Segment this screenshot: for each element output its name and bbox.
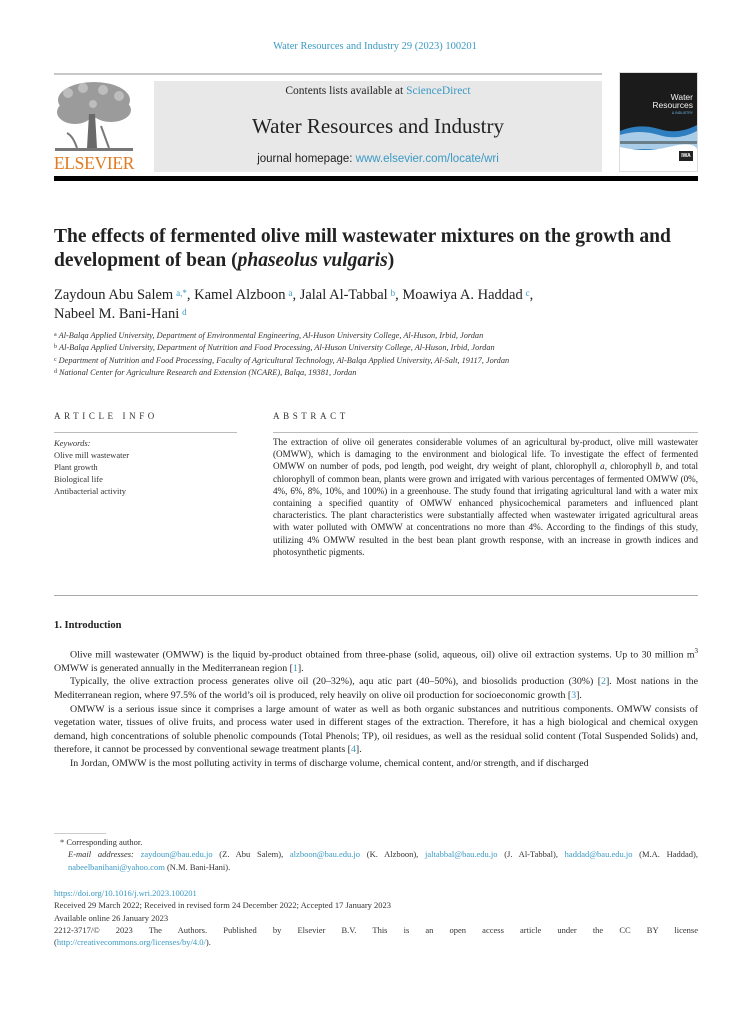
paragraph xyxy=(54,675,698,702)
paragraph xyxy=(54,703,698,757)
affiliation-key: b xyxy=(54,344,57,351)
author-separator: , xyxy=(186,287,195,303)
keyword: Plant growth xyxy=(54,462,98,472)
sciencedirect-link[interactable]: ScienceDirect xyxy=(406,85,471,97)
email-label: E-mail addresses: xyxy=(68,849,134,860)
author-affiliation-mark[interactable]: b xyxy=(390,288,396,298)
affiliation-text: National Center for Agriculture Research and Extension (NCARE), Balqa, 19381, Jordan xyxy=(59,367,357,377)
footnotes xyxy=(60,836,698,873)
publication-info xyxy=(54,887,698,948)
author-affiliation-mark[interactable]: a xyxy=(288,288,293,298)
author-name: Jalal Al-Tabbal xyxy=(299,287,388,303)
author[interactable] xyxy=(300,287,395,303)
journal-title: Water Resources and Industry xyxy=(252,114,504,138)
running-head[interactable]: Water Resources and Industry 29 (2023) 100201 xyxy=(273,41,477,52)
affiliation-text: Al-Balqa Applied University, Department of Nutrition and Food Processing, Al-Huson University College, Al-Huson, Irbid, Jordan xyxy=(59,343,495,353)
text: Olive mill wastewater (OMWW) is the liquid by-product obtained from three-phase (solid, aqueous, oil) olive oil extraction systems. Up to 30 million m xyxy=(70,649,695,661)
article-title xyxy=(54,225,674,273)
email-link[interactable]: nabeelbanihani@yahoo.com xyxy=(68,861,165,872)
paren-open: ( xyxy=(54,937,57,948)
abstract-italic: a xyxy=(600,461,605,472)
affiliation-key: d xyxy=(54,368,57,375)
email-owner: (J. Al-Tabbal), xyxy=(497,849,565,860)
contents-prefix: Contents lists available at xyxy=(285,85,407,97)
license-statement: 2212-3717/© 2023 The Authors. Published by Elsevier B.V. This is an open access article under the CC BY license xyxy=(54,924,698,935)
author-name: Kamel Alzboon xyxy=(194,287,286,303)
homepage-line xyxy=(154,153,602,165)
affiliation xyxy=(54,330,694,342)
corresponding-author-note: * Corresponding author. xyxy=(60,837,143,847)
keyword: Antibacterial activity xyxy=(54,486,126,496)
email-link[interactable]: alzboon@bau.edu.jo xyxy=(289,849,361,860)
author[interactable] xyxy=(194,287,292,303)
author-list xyxy=(54,286,694,324)
superscript: 3 xyxy=(694,647,698,655)
email-link[interactable]: haddad@bau.edu.jo xyxy=(564,849,633,860)
text: OMWW is a serious issue since it comprises a large amount of water as well as both organic substances and nutritious components. OMWW consists of vegetation water, tissues of olive fruits, and process water used in different stages of the extraction. Therefore, it has a high biological and chemical oxygen demand, high concentrations of soluble phenolic compounds (Total Phenols; TP), oil residues, as well as the residual solid content (Total Suspended Solids) and, therefore, it cannot be processed by conventional sewage treatment plants [ xyxy=(54,703,698,756)
author-name: Moawiya A. Haddad xyxy=(402,287,523,303)
email-owner: (Z. Abu Salem), xyxy=(212,849,290,860)
citation-link[interactable]: 1 xyxy=(292,662,298,674)
abstract-italic: b xyxy=(655,461,660,472)
abstract-text: , chlorophyll xyxy=(604,461,656,472)
text: ]. xyxy=(576,690,582,702)
available-online: Available online 26 January 2023 xyxy=(54,912,169,923)
text: In Jordan, OMWW is the most polluting activity in terms of discharge volume, chemical content, and/or strength, and if discharged xyxy=(70,758,589,770)
paragraph xyxy=(54,757,698,771)
author-affiliation-mark[interactable]: c xyxy=(525,288,530,298)
cover-subtitle: & INDUSTRY xyxy=(671,111,693,115)
title-text: The effects of fermented olive mill wastewater mixtures on the growth and development of bean ( xyxy=(54,226,671,271)
publisher-wordmark: ELSEVIER xyxy=(53,153,135,173)
author-separator: , xyxy=(292,287,300,303)
abstract-text: , and total chlorophyll of common bean, plants were grown and irrigated with various percentages of fermented OMWW (0%, 4%, 6%, 8%, 10%, and 100%) in a greenhouse. The study found that irrigating agricultural land with a water mix containing a specified quantity of OMWW enhanced physicochemical parameters and influenced plant characteristics. The plant characteristics were substantially affected when wastewater irrigated agricultural areas with water polluted with OMWW at concentrations no more than 4%. According to the findings of this study, utilizing 4% OMWW resulted in the best bean plant growth response, with an increase in growth indices and photosynthetic pigments. xyxy=(273,461,698,557)
journal-banner xyxy=(154,81,602,172)
affiliation-text: Department of Nutrition and Food Processing, Faculty of Agricultural Technology, Al-Balqa Applied University, Al-Salt, 19117, Jordan xyxy=(58,355,510,365)
email-link[interactable]: zaydoun@bau.edu.jo xyxy=(140,849,213,860)
license-url-line xyxy=(54,936,698,948)
homepage-prefix: journal homepage: xyxy=(257,153,356,165)
paragraph xyxy=(54,645,698,675)
email-owner: (K. Alzboon), xyxy=(360,849,425,860)
affiliation-key: a xyxy=(54,332,57,338)
citation-link[interactable]: 4 xyxy=(350,744,356,756)
affiliation-key: c xyxy=(54,356,57,363)
article-info-heading: ARTICLE INFO xyxy=(54,411,158,421)
affiliation xyxy=(54,355,694,367)
cover-title-line2: Resources xyxy=(652,100,693,110)
masthead-divider xyxy=(54,73,602,75)
abstract-heading: ABSTRACT xyxy=(273,411,349,421)
received-dates: Received 29 March 2022; Received in revised form 24 December 2022; Accepted 17 January 2023 xyxy=(54,900,392,911)
contents-line xyxy=(154,85,602,97)
abstract-text: The extraction of olive oil generates considerable volumes of an agricultural by-product, olive mill wastewater (OMWW), which is damaging to the environment and biological life. To investigate the effect of fermented OMWW on number of pods, pod length, pod weight, dry weight of plant, chlorophyll xyxy=(273,437,698,472)
iwa-badge: IWA xyxy=(679,151,693,161)
title-close: ) xyxy=(387,250,395,271)
author[interactable] xyxy=(54,306,187,322)
author-name: Zaydoun Abu Salem xyxy=(54,287,174,303)
doi-link[interactable]: https://doi.org/10.1016/j.wri.2023.100201 xyxy=(54,888,197,898)
affiliation-text: Al-Balqa Applied University, Department of Environmental Engineering, Al-Huson University College, Al-Huson, Irbid, Jordan xyxy=(58,331,484,340)
abstract-end-rule xyxy=(54,595,698,596)
text: ]. Most nations in the Mediterranean region, where 97.5% of the world’s oil is produced, rely heavily on olive oil production for socioeconomic growth [ xyxy=(54,676,698,702)
homepage-link[interactable]: www.elsevier.com/locate/wri xyxy=(355,153,499,165)
affiliation xyxy=(54,367,694,379)
email-addresses xyxy=(60,848,698,873)
paren-close: ). xyxy=(205,937,211,948)
keywords-label: Keywords: xyxy=(54,438,91,448)
title-species: phaseolus vulgaris xyxy=(237,250,388,271)
citation-link[interactable]: 3 xyxy=(571,690,577,702)
introduction-body xyxy=(54,645,698,771)
footnote-rule xyxy=(54,833,106,834)
license-link[interactable]: http://creativecommons.org/licenses/by/4.0/ xyxy=(56,937,206,948)
author-affiliation-mark[interactable]: d xyxy=(182,307,187,317)
keyword: Biological life xyxy=(54,474,103,484)
email-owner: (N.M. Bani-Hani). xyxy=(164,861,231,872)
keywords-block xyxy=(54,437,244,497)
author-separator: , xyxy=(529,287,534,303)
text: ]. xyxy=(355,744,362,756)
introduction-heading: 1. Introduction xyxy=(54,620,122,631)
text: Typically, the olive extraction process generates olive oil (20–32%), aqu atic part (40–50%), and biosolids production (30%) [ xyxy=(70,676,602,688)
abstract-rule xyxy=(273,432,698,433)
email-link[interactable]: jaltabbal@bau.edu.jo xyxy=(425,849,498,860)
masthead-thick-rule xyxy=(54,176,698,181)
author-name: Nabeel M. Bani-Hani xyxy=(54,306,180,322)
abstract-body xyxy=(273,436,698,558)
cover-title-line1: Water xyxy=(670,92,693,102)
affiliation-list xyxy=(54,330,694,379)
text: ]. xyxy=(297,662,304,674)
author[interactable] xyxy=(402,287,529,303)
text: OMWW is generated annually in the Mediterranean region [ xyxy=(54,662,293,674)
article-info-rule xyxy=(54,432,237,433)
cover-title xyxy=(652,93,693,109)
author[interactable] xyxy=(54,287,187,303)
keyword: Olive mill wastewater xyxy=(54,450,130,460)
author-affiliation-mark[interactable]: a,* xyxy=(176,288,187,298)
author-separator: , xyxy=(395,287,403,303)
email-owner: (M.A. Haddad), xyxy=(632,849,699,860)
journal-cover-thumbnail[interactable] xyxy=(619,72,698,172)
citation-link[interactable]: 2 xyxy=(601,676,606,688)
affiliation xyxy=(54,342,694,354)
